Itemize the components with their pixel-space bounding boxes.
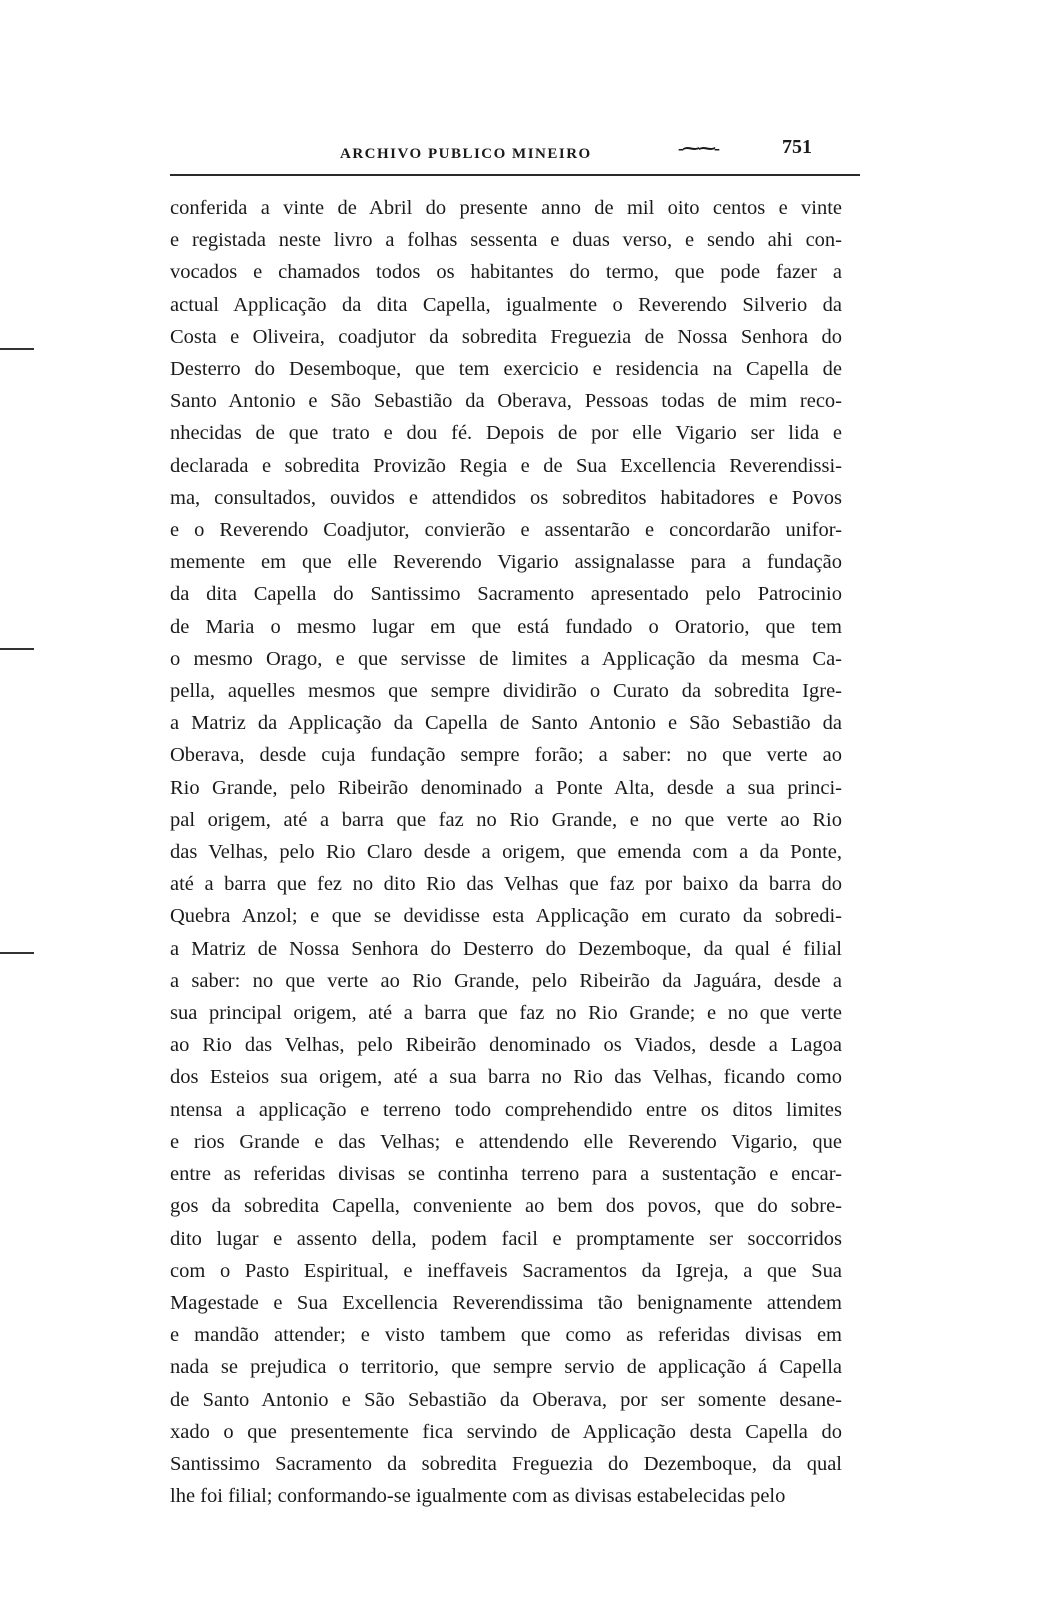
text-line: e o Reverendo Coadjutor, convierão e assentarão e concordarão unifor- [170, 519, 842, 542]
text-line: Costa e Oliveira, coadjutor da sobredita Freguezia de Nossa Senhora do [170, 325, 842, 348]
text-line: ao Rio das Velhas, pelo Ribeirão denominado os Viados, desde a Lagoa [170, 1034, 842, 1057]
header-rule [170, 174, 860, 176]
text-line: actual Applicação da dita Capella, igualmente o Reverendo Silverio da [170, 293, 842, 316]
body-text [170, 192, 842, 1512]
text-line: da dita Capella do Santissimo Sacramento apresentado pelo Patrocinio [170, 583, 842, 606]
text-line: entre as referidas divisas se continha terreno para a sustentação e encar- [170, 1163, 842, 1186]
header-ornament: -⁓⁓- [678, 138, 718, 158]
text-line: gos da sobredita Capella, conveniente ao bem dos povos, que do sobre- [170, 1195, 842, 1218]
text-line: ma, consultados, ouvidos e attendidos os sobreditos habitadores e Povos [170, 486, 842, 509]
margin-mark [0, 348, 34, 350]
text-line: nada se prejudica o territorio, que sempre servio de applicação á Capella [170, 1356, 842, 1379]
text-line: declarada e sobredita Provizão Regia e de Sua Excellencia Reverendissi- [170, 454, 842, 477]
text-line: Magestade e Sua Excellencia Reverendissima tão benignamente attendem [170, 1291, 842, 1314]
text-line: dos Esteios sua origem, até a sua barra no Rio das Velhas, ficando como [170, 1066, 842, 1089]
text-line: Oberava, desde cuja fundação sempre forão; a saber: no que verte ao [170, 744, 842, 767]
text-line: a Matriz de Nossa Senhora do Desterro do Dezemboque, da qual é filial [170, 937, 842, 960]
text-line: Quebra Anzol; e que se devidisse esta Applicação em curato da sobredi- [170, 905, 842, 928]
page-number: 751 [782, 136, 812, 158]
text-line: com o Pasto Espiritual, e ineffaveis Sacramentos da Igreja, a que Sua [170, 1259, 842, 1282]
text-line: e rios Grande e das Velhas; e attendendo elle Reverendo Vigario, que [170, 1130, 842, 1153]
text-line: das Velhas, pelo Rio Claro desde a origem, que emenda com a da Ponte, [170, 841, 842, 864]
text-line: Santo Antonio e São Sebastião da Oberava, Pessoas todas de mim reco- [170, 390, 842, 413]
text-line: pal origem, até a barra que faz no Rio Grande, e no que verte ao Rio [170, 808, 842, 831]
text-line: a saber: no que verte ao Rio Grande, pelo Ribeirão da Jaguára, desde a [170, 969, 842, 992]
margin-mark [0, 648, 34, 650]
text-line: nhecidas de que trato e dou fé. Depois de por elle Vigario ser lida e [170, 422, 842, 445]
text-line: e registada neste livro a folhas sessenta e duas verso, e sendo ahi con- [170, 229, 842, 252]
text-line: xado o que presentemente fica servindo de Applicação desta Capella do [170, 1420, 842, 1443]
text-line: até a barra que fez no dito Rio das Velhas que faz por baixo da barra do [170, 873, 842, 896]
text-line: o mesmo Orago, e que servisse de limites a Applicação da mesma Ca- [170, 647, 842, 670]
text-line: de Santo Antonio e São Sebastião da Oberava, por ser somente desane- [170, 1388, 842, 1411]
running-title: ARCHIVO PUBLICO MINEIRO [340, 146, 592, 162]
text-line: sua principal origem, até a barra que faz no Rio Grande; e no que verte [170, 1002, 842, 1025]
text-line: pella, aquelles mesmos que sempre dividirão o Curato da sobredita Igre- [170, 680, 842, 703]
text-line: Desterro do Desemboque, que tem exercicio e residencia na Capella de [170, 358, 842, 381]
text-line: de Maria o mesmo lugar em que está fundado o Oratorio, que tem [170, 615, 842, 638]
text-line: e mandão attender; e visto tambem que como as referidas divisas em [170, 1324, 842, 1347]
text-line: vocados e chamados todos os habitantes do termo, que pode fazer a [170, 261, 842, 284]
margin-mark [0, 952, 34, 954]
text-line: ntensa a applicação e terreno todo comprehendido entre os ditos limites [170, 1098, 842, 1121]
text-line: lhe foi filial; conformando-se igualmente com as divisas estabelecidas pelo [170, 1485, 786, 1508]
text-line: dito lugar e assento della, podem facil e promptamente ser soccorridos [170, 1227, 842, 1250]
text-line: Santissimo Sacramento da sobredita Freguezia do Dezemboque, da qual [170, 1452, 842, 1475]
text-line: memente em que elle Reverendo Vigario assignalasse para a fundação [170, 551, 842, 574]
text-line: conferida a vinte de Abril do presente anno de mil oito centos e vinte [170, 197, 842, 219]
text-line: Rio Grande, pelo Ribeirão denominado a Ponte Alta, desde a sua princi- [170, 776, 842, 799]
page-header [170, 128, 850, 168]
text-line: a Matriz da Applicação da Capella de Santo Antonio e São Sebastião da [170, 712, 842, 735]
